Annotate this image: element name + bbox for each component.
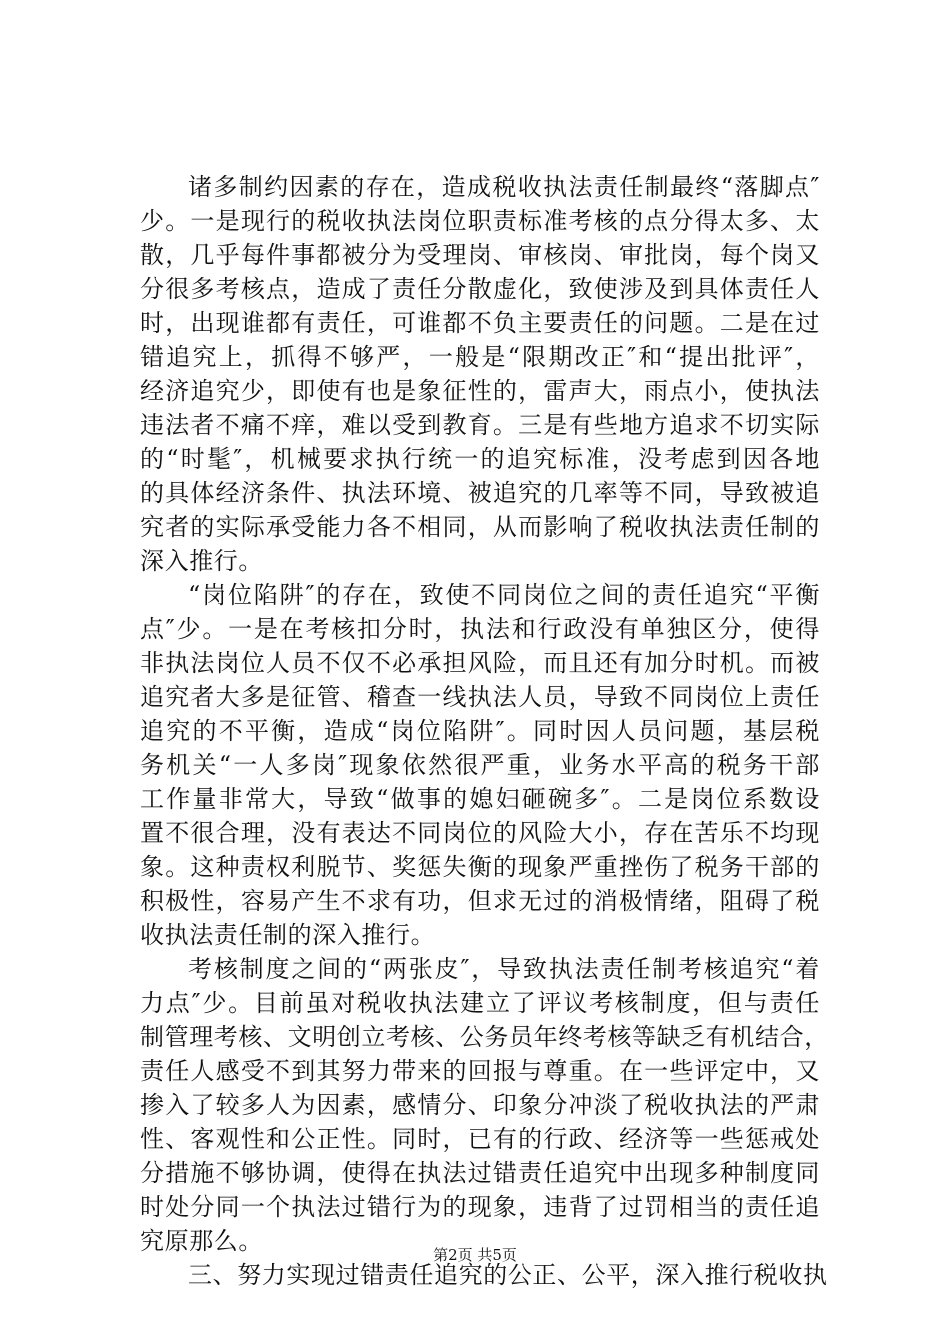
paragraph-2-line: 点″少。一是在考核扣分时，执法和行政没有单独区分，使得	[140, 615, 820, 643]
paragraph-1-line: 究者的实际承受能力各不相同，从而影响了税收执法责任制的	[140, 513, 820, 541]
paragraph-4-line: 三、努力实现过错责任追究的公正、公平，深入推行税收执	[188, 1261, 828, 1289]
document-body	[140, 170, 829, 1292]
paragraph-1-line: 深入推行。	[140, 547, 263, 575]
paragraph-1-line: 分很多考核点，造成了责任分散虚化，致使涉及到具体责任人	[140, 275, 820, 303]
paragraph-3-line: 掺入了较多人为因素，感情分、印象分冲淡了税收执法的严肃	[140, 1091, 820, 1119]
paragraph-2-line: 追究的不平衡，造成“岗位陷阱″。同时因人员问题，基层税	[140, 717, 820, 745]
paragraph-1-line: 经济追究少，即使有也是象征性的，雷声大，雨点小，使执法	[140, 377, 820, 405]
paragraph-1-line: 诸多制约因素的存在，造成税收执法责任制最终“落脚点″	[188, 173, 820, 201]
paragraph-3-line: 性、客观性和公正性。同时，已有的行政、经济等一些惩戒处	[140, 1125, 820, 1153]
paragraph-3-line: 责任人感受不到其努力带来的回报与尊重。在一些评定中，又	[140, 1057, 820, 1085]
paragraph-2-line: 收执法责任制的深入推行。	[140, 921, 436, 949]
paragraph-2-line: 置不很合理，没有表达不同岗位的风险大小，存在苦乐不均现	[140, 819, 820, 847]
paragraph-2-line: 追究者大多是征管、稽查一线执法人员，导致不同岗位上责任	[140, 683, 820, 711]
paragraph-3-line: 力点″少。目前虽对税收执法建立了评议考核制度，但与责任	[140, 989, 820, 1017]
paragraph-3-line: 究原那么。	[140, 1227, 263, 1255]
paragraph-1-line: 的具体经济条件、执法环境、被追究的几率等不同，导致被追	[140, 479, 820, 507]
paragraph-1-line: 错追究上，抓得不够严，一般是“限期改正″和“提出批评″，	[140, 343, 820, 371]
paragraph-2-line: 象。这种责权利脱节、奖惩失衡的现象严重挫伤了税务干部的	[140, 853, 820, 881]
paragraph-1-line: 的“时髦″，机械要求执行统一的追究标准，没考虑到因各地	[140, 445, 820, 473]
paragraph-1-line: 违法者不痛不痒，难以受到教育。三是有些地方追求不切实际	[140, 411, 820, 439]
paragraph-3-line: 制管理考核、文明创立考核、公务员年终考核等缺乏有机结合，	[140, 1023, 829, 1051]
paragraph-2-line: 积极性，容易产生不求有功，但求无过的消极情绪，阻碍了税	[140, 887, 820, 915]
paragraph-2-line: “岗位陷阱″的存在，致使不同岗位之间的责任追究“平衡	[188, 581, 820, 609]
paragraph-3-line: 分措施不够协调，使得在执法过错责任追究中出现多种制度同	[140, 1159, 820, 1187]
paragraph-1-line: 少。一是现行的税收执法岗位职责标准考核的点分得太多、太	[140, 207, 820, 235]
paragraph-2-line: 务机关“一人多岗″现象依然很严重，业务水平高的税务干部	[140, 751, 820, 779]
paragraph-3-line: 考核制度之间的“两张皮″，导致执法责任制考核追究“着	[188, 955, 820, 983]
paragraph-3-line: 时处分同一个执法过错行为的现象，违背了过罚相当的责任追	[140, 1193, 820, 1221]
paragraph-2-line: 非执法岗位人员不仅不必承担风险，而且还有加分时机。而被	[140, 649, 820, 677]
page-footer: 第2页 共5页	[433, 1246, 517, 1264]
paragraph-2-line: 工作量非常大，导致“做事的媳妇砸碗多″。二是岗位系数设	[140, 785, 820, 813]
paragraph-1-line: 散，几乎每件事都被分为受理岗、审核岗、审批岗，每个岗又	[140, 241, 820, 269]
paragraph-1-line: 时，出现谁都有责任，可谁都不负主要责任的问题。二是在过	[140, 309, 820, 337]
